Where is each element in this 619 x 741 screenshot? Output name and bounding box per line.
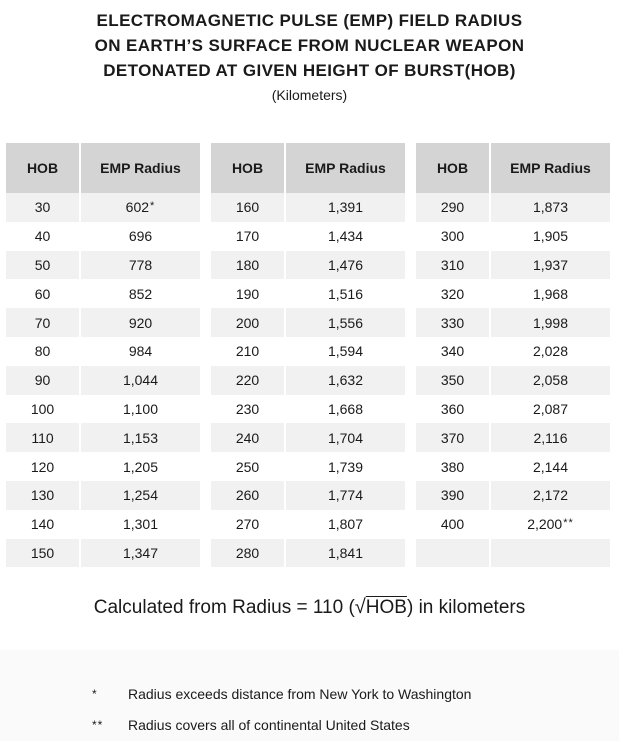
table-header-row	[211, 143, 405, 193]
emp-radius-value: 1,347	[122, 544, 159, 561]
hob-cell: 260	[211, 481, 285, 510]
table-row	[416, 222, 610, 251]
hob-cell: 270	[211, 510, 285, 539]
hob-cell: 300	[416, 222, 490, 251]
emp-radius-cell	[285, 222, 405, 251]
column-header-hob: HOB	[416, 143, 490, 193]
emp-radius-cell	[490, 308, 610, 337]
table-row	[211, 279, 405, 308]
emp-radius-value: 2,172	[532, 487, 569, 504]
emp-radius-value: 1,739	[327, 458, 364, 475]
hob-cell: 40	[6, 222, 80, 251]
table-row	[416, 251, 610, 280]
emp-radius-value: 1,153	[122, 429, 159, 446]
table-row	[6, 279, 200, 308]
hob-cell: 60	[6, 279, 80, 308]
emp-radius-value: 2,144	[532, 458, 569, 475]
table-row	[416, 279, 610, 308]
hob-cell: 320	[416, 279, 490, 308]
hob-cell: 160	[211, 193, 285, 222]
table-row	[211, 251, 405, 280]
table-row	[416, 423, 610, 452]
emp-radius-cell	[285, 423, 405, 452]
emp-radius-value: 1,998	[532, 314, 569, 331]
hob-cell: 30	[6, 193, 80, 222]
emp-radius-cell	[80, 481, 200, 510]
emp-radius-value: 1,807	[327, 516, 364, 533]
hob-cell: 370	[416, 423, 490, 452]
hob-cell: 210	[211, 337, 285, 366]
table-header-row	[416, 143, 610, 193]
hob-cell: 240	[211, 423, 285, 452]
title-block	[0, 8, 619, 106]
emp-radius-value: 696	[128, 228, 153, 245]
table-row	[6, 308, 200, 337]
hob-cell: 360	[416, 395, 490, 424]
hob-cell: 290	[416, 193, 490, 222]
emp-radius-cell	[285, 510, 405, 539]
column-header-hob: HOB	[211, 143, 285, 193]
emp-radius-value: 984	[128, 343, 153, 360]
table-row	[211, 193, 405, 222]
emp-radius-value: 1,301	[122, 516, 159, 533]
emp-radius-value: 1,100	[122, 400, 159, 417]
emp-radius-cell	[80, 251, 200, 280]
table-row	[416, 539, 610, 568]
emp-radius-cell	[285, 366, 405, 395]
emp-radius-value: 1,391	[327, 199, 364, 216]
emp-radius-cell	[490, 539, 610, 568]
emp-radius-value: 1,254	[122, 487, 159, 504]
emp-radius-cell	[490, 193, 610, 222]
hob-cell: 390	[416, 481, 490, 510]
emp-radius-cell	[285, 539, 405, 568]
hob-cell: 330	[416, 308, 490, 337]
emp-radius-cell	[80, 366, 200, 395]
table-row	[6, 510, 200, 539]
table-row	[416, 337, 610, 366]
footnote-2-text: Radius covers all of continental United States	[128, 717, 410, 733]
emp-radius-cell	[80, 337, 200, 366]
footnote-marker: **	[563, 517, 574, 530]
emp-radius-value: 1,476	[327, 256, 364, 273]
hob-cell: 140	[6, 510, 80, 539]
emp-radius-cell	[285, 452, 405, 481]
hob-cell: 380	[416, 452, 490, 481]
hob-cell: 250	[211, 452, 285, 481]
emp-radius-cell	[80, 423, 200, 452]
square-root-icon: √	[354, 596, 366, 618]
emp-radius-cell	[490, 279, 610, 308]
footnote-2	[92, 717, 410, 733]
hob-cell: 170	[211, 222, 285, 251]
emp-radius-cell	[285, 279, 405, 308]
table-header-row	[6, 143, 200, 193]
emp-radius-value: 1,937	[532, 256, 569, 273]
footnote-1-symbol: *	[92, 687, 98, 701]
emp-radius-value: 2,028	[532, 343, 569, 360]
table-row	[211, 481, 405, 510]
emp-radius-value: 1,841	[327, 544, 364, 561]
hob-cell: 100	[6, 395, 80, 424]
table-row	[6, 366, 200, 395]
emp-radius-cell	[285, 395, 405, 424]
footnote-2-symbol: **	[92, 718, 104, 732]
table-row	[211, 510, 405, 539]
table-row	[416, 510, 610, 539]
emp-radius-cell	[490, 510, 610, 539]
emp-radius-cell	[490, 452, 610, 481]
hob-cell: 340	[416, 337, 490, 366]
table-row	[211, 539, 405, 568]
table-row	[416, 193, 610, 222]
emp-radius-cell	[80, 539, 200, 568]
table-row	[211, 222, 405, 251]
hob-cell: 230	[211, 395, 285, 424]
table-row	[6, 337, 200, 366]
hob-cell: 130	[6, 481, 80, 510]
emp-radius-cell	[490, 337, 610, 366]
hob-cell: 310	[416, 251, 490, 280]
footnote-marker: *	[150, 200, 156, 213]
emp-radius-value: 602	[125, 199, 150, 216]
emp-radius-cell	[490, 423, 610, 452]
emp-radius-cell	[285, 251, 405, 280]
emp-radius-value: 1,516	[327, 285, 364, 302]
emp-radius-value: 1,873	[532, 199, 569, 216]
emp-radius-value: 2,087	[532, 400, 569, 417]
hob-cell: 180	[211, 251, 285, 280]
emp-radius-cell	[490, 395, 610, 424]
formula-radicand: HOB	[365, 597, 407, 618]
emp-radius-cell	[80, 395, 200, 424]
emp-radius-cell	[490, 251, 610, 280]
emp-radius-value: 1,594	[327, 343, 364, 360]
emp-radius-cell	[80, 308, 200, 337]
emp-radius-cell	[285, 193, 405, 222]
table-row	[211, 452, 405, 481]
emp-radius-cell	[490, 481, 610, 510]
column-header-emp-radius: EMP Radius	[80, 143, 200, 193]
column-header-hob: HOB	[6, 143, 80, 193]
table-row	[6, 452, 200, 481]
footnote-1	[92, 686, 471, 702]
hob-cell	[416, 539, 490, 568]
hob-cell: 90	[6, 366, 80, 395]
emp-radius-value: 2,200	[527, 516, 563, 533]
emp-radius-value: 778	[128, 256, 153, 273]
emp-radius-cell	[80, 279, 200, 308]
emp-radius-cell	[490, 222, 610, 251]
table-row	[6, 539, 200, 568]
hob-cell: 50	[6, 251, 80, 280]
emp-radius-cell	[80, 193, 200, 222]
formula-suffix: ) in kilometers	[406, 597, 526, 618]
page-title-line-2: ON EARTH’S SURFACE FROM NUCLEAR WEAPON	[94, 36, 525, 55]
hob-cell: 80	[6, 337, 80, 366]
emp-radius-value: 1,205	[122, 458, 159, 475]
table-row	[211, 423, 405, 452]
hob-table-2	[211, 143, 405, 567]
emp-radius-value: 1,044	[122, 372, 159, 389]
emp-radius-value: 1,968	[532, 285, 569, 302]
hob-cell: 350	[416, 366, 490, 395]
hob-table-1	[6, 143, 200, 567]
formula-caption	[0, 596, 619, 619]
emp-radius-cell	[80, 510, 200, 539]
hob-cell: 280	[211, 539, 285, 568]
table-row	[416, 395, 610, 424]
emp-radius-value: 1,704	[327, 429, 364, 446]
emp-radius-cell	[80, 222, 200, 251]
column-header-emp-radius: EMP Radius	[490, 143, 610, 193]
emp-radius-value: 1,556	[327, 314, 364, 331]
emp-radius-value: 920	[128, 314, 153, 331]
table-row	[211, 308, 405, 337]
table-row	[6, 481, 200, 510]
emp-radius-value: 1,668	[327, 400, 364, 417]
column-header-emp-radius: EMP Radius	[285, 143, 405, 193]
table-row	[6, 251, 200, 280]
hob-table-3	[416, 143, 610, 567]
table-row	[6, 222, 200, 251]
table-row	[6, 423, 200, 452]
page-title-line-3: DETONATED AT GIVEN HEIGHT OF BURST(HOB)	[103, 61, 516, 80]
hob-cell: 200	[211, 308, 285, 337]
emp-radius-value: 1,434	[327, 228, 364, 245]
table-row	[211, 366, 405, 395]
formula-prefix: Calculated from Radius = 110 (	[93, 597, 355, 618]
emp-radius-cell	[490, 366, 610, 395]
hob-cell: 120	[6, 452, 80, 481]
emp-radius-value: 1,632	[327, 372, 364, 389]
hob-cell: 220	[211, 366, 285, 395]
table-row	[6, 193, 200, 222]
unit-label: (Kilometers)	[271, 87, 348, 103]
page-title-line-1: ELECTROMAGNETIC PULSE (EMP) FIELD RADIUS	[96, 11, 523, 30]
emp-radius-value: 2,116	[533, 429, 568, 446]
table-row	[416, 366, 610, 395]
hob-cell: 70	[6, 308, 80, 337]
emp-radius-cell	[285, 337, 405, 366]
hob-cell: 110	[6, 423, 80, 452]
emp-radius-value: 1,905	[532, 228, 569, 245]
emp-radius-cell	[285, 481, 405, 510]
table-row	[416, 308, 610, 337]
hob-cell: 190	[211, 279, 285, 308]
footnote-1-text: Radius exceeds distance from New York to Washington	[128, 686, 472, 702]
emp-radius-value: 1,774	[327, 487, 364, 504]
table-row	[416, 481, 610, 510]
table-row	[416, 452, 610, 481]
emp-radius-value: 852	[128, 285, 153, 302]
table-row	[211, 337, 405, 366]
emp-radius-value: 2,058	[532, 372, 569, 389]
table-row	[211, 395, 405, 424]
hob-cell: 400	[416, 510, 490, 539]
hob-cell: 150	[6, 539, 80, 568]
emp-radius-cell	[80, 452, 200, 481]
table-row	[6, 395, 200, 424]
emp-radius-cell	[285, 308, 405, 337]
